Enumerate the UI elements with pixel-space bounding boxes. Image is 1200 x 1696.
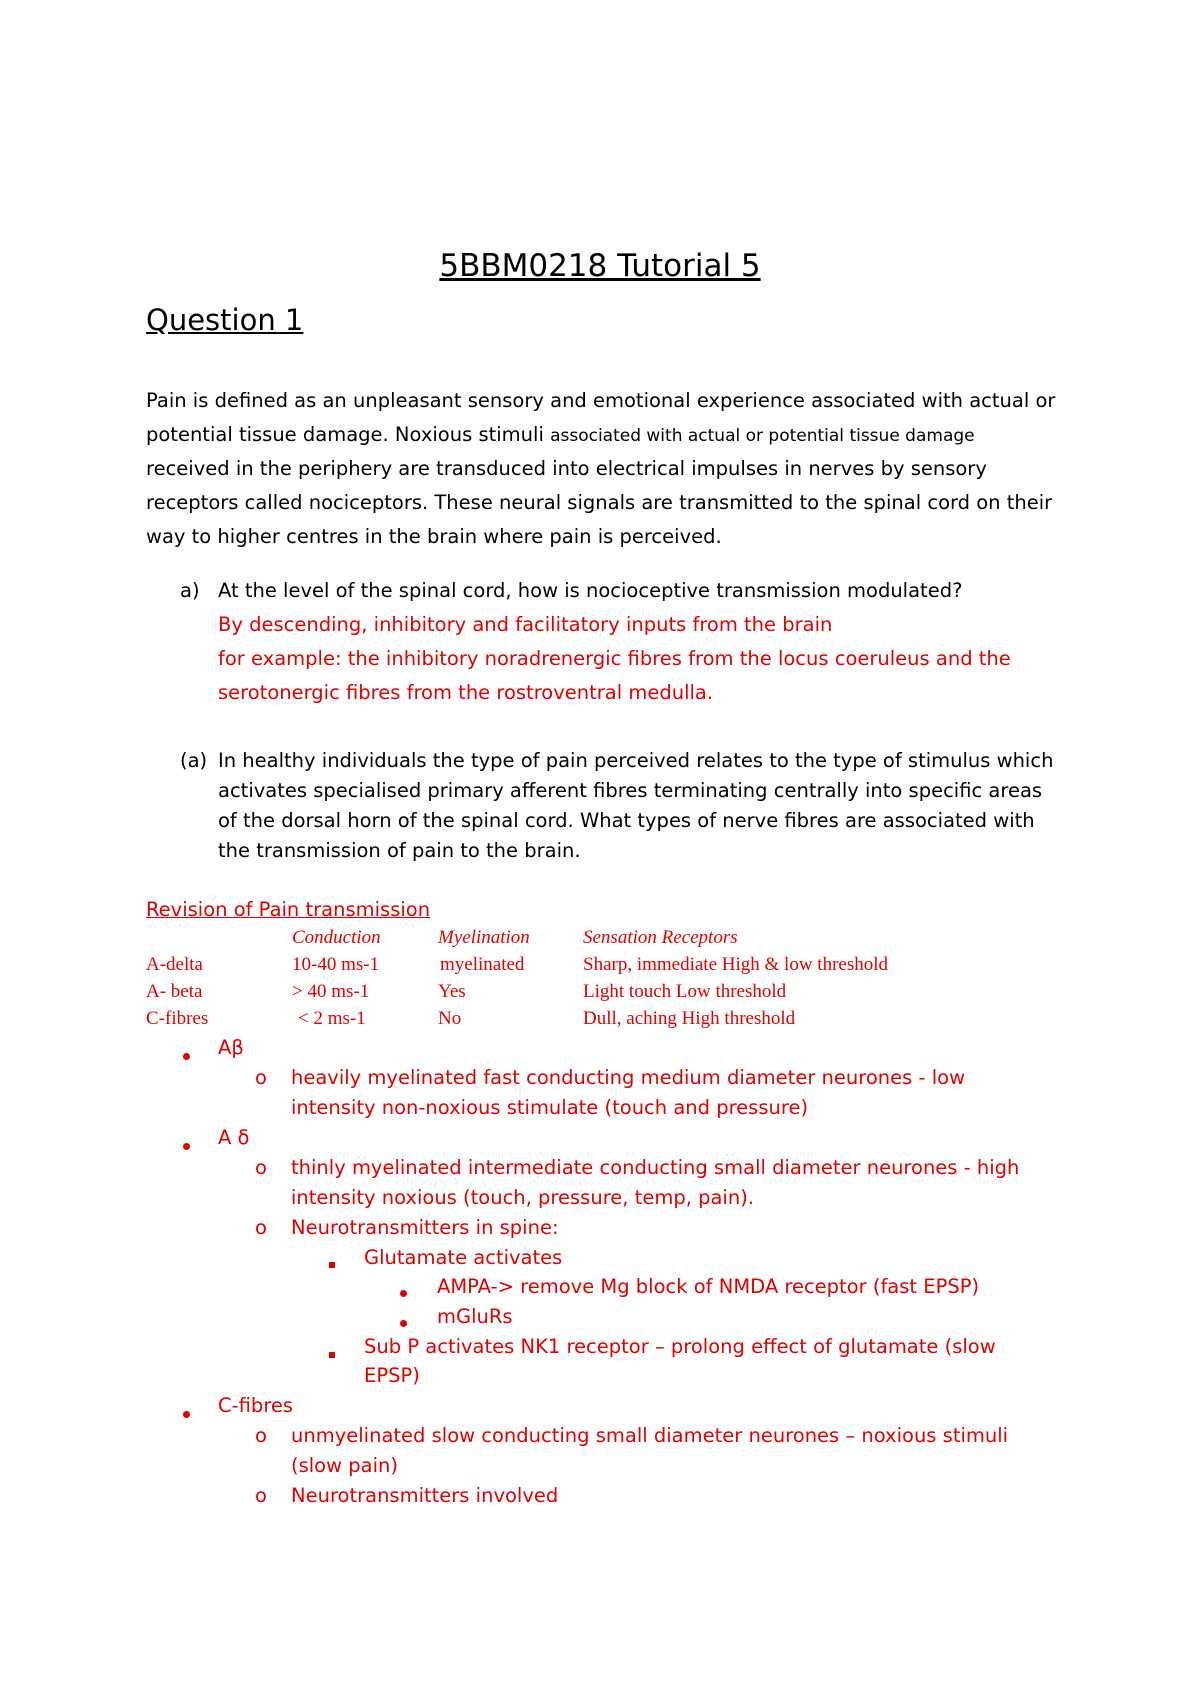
table-cell: myelinated bbox=[440, 954, 525, 975]
table-cell: Yes bbox=[438, 981, 466, 1002]
answer-a-line: serotonergic fibres from the rostroventral medulla. bbox=[218, 681, 714, 704]
ad-desc-line: intensity noxious (touch, pressure, temp, pain). bbox=[291, 1186, 755, 1209]
fibre-ab: Aβ bbox=[218, 1036, 244, 1059]
answer-a-line: By descending, inhibitory and facilitatory inputs from the brain bbox=[218, 613, 833, 636]
table-cell: A-delta bbox=[146, 954, 203, 975]
intro-line: receptors called nociceptors. These neural signals are transmitted to the spinal cord on their bbox=[146, 491, 1053, 514]
fibre-c: C-fibres bbox=[218, 1394, 294, 1417]
bullet-icon bbox=[183, 1045, 190, 1064]
table-cell: A- beta bbox=[146, 981, 203, 1002]
bullet-icon bbox=[400, 1312, 407, 1331]
sub-bullet-icon: o bbox=[255, 1424, 267, 1447]
glutamate-line: Glutamate activates bbox=[364, 1246, 563, 1269]
ampa-line: AMPA-> remove Mg block of NMDA receptor (fast EPSP) bbox=[437, 1275, 980, 1298]
ab-desc-line: intensity non-noxious stimulate (touch and pressure) bbox=[291, 1096, 809, 1119]
subp-line: EPSP) bbox=[364, 1364, 420, 1387]
bullet-icon bbox=[183, 1135, 190, 1154]
table-header-sensation: Sensation Receptors bbox=[583, 927, 738, 948]
question-b-line: the transmission of pain to the brain. bbox=[218, 839, 581, 862]
fibre-ad: A δ bbox=[218, 1126, 250, 1149]
square-bullet-icon bbox=[329, 1253, 335, 1272]
sub-bullet-icon: o bbox=[255, 1216, 267, 1239]
sub-bullet-icon: o bbox=[255, 1066, 267, 1089]
document-title: 5BBM0218 Tutorial 5 bbox=[439, 248, 761, 284]
bullet-icon bbox=[400, 1282, 407, 1301]
table-header-myelination: Myelination bbox=[438, 927, 530, 948]
question-b-line: activates specialised primary afferent fibres terminating centrally into specific areas bbox=[218, 779, 1043, 802]
subp-line: Sub P activates NK1 receptor – prolong effect of glutamate (slow bbox=[364, 1335, 996, 1358]
c-desc-line: (slow pain) bbox=[291, 1454, 398, 1477]
table-cell: C-fibres bbox=[146, 1008, 209, 1029]
table-cell: Dull, aching High threshold bbox=[583, 1008, 796, 1029]
question-b-line: of the dorsal horn of the spinal cord. What types of nerve fibres are associated with bbox=[218, 809, 1035, 832]
table-cell: No bbox=[438, 1008, 462, 1029]
intro-line: potential tissue damage. Noxious stimuli associated with actual or potential tissue damage bbox=[146, 423, 975, 446]
table-cell: > 40 ms-1 bbox=[292, 981, 370, 1002]
ab-desc-line: heavily myelinated fast conducting medium diameter neurones - low bbox=[291, 1066, 966, 1089]
question-a-marker: a) bbox=[180, 579, 200, 602]
neurotransmitters-spine: Neurotransmitters in spine: bbox=[291, 1216, 559, 1239]
sub-bullet-icon: o bbox=[255, 1156, 267, 1179]
question-b-marker: (a) bbox=[180, 749, 208, 772]
table-cell: Light touch Low threshold bbox=[583, 981, 787, 1002]
answer-a-line: for example: the inhibitory noradrenergic fibres from the locus coeruleus and the bbox=[218, 647, 1011, 670]
mglur-line: mGluRs bbox=[437, 1305, 513, 1328]
c-desc-line: unmyelinated slow conducting small diameter neurones – noxious stimuli bbox=[291, 1424, 1009, 1447]
table-header-conduction: Conduction bbox=[292, 927, 381, 948]
question-b-line: In healthy individuals the type of pain perceived relates to the type of stimulus which bbox=[218, 749, 1054, 772]
bullet-icon bbox=[183, 1403, 190, 1422]
intro-line: Pain is defined as an unpleasant sensory and emotional experience associated with actual or bbox=[146, 389, 1056, 412]
intro-line: way to higher centres in the brain where pain is perceived. bbox=[146, 525, 722, 548]
question-heading: Question 1 bbox=[146, 303, 304, 337]
sub-bullet-icon: o bbox=[255, 1484, 267, 1507]
neurotransmitters-involved: Neurotransmitters involved bbox=[291, 1484, 559, 1507]
question-a-text: At the level of the spinal cord, how is nocioceptive transmission modulated? bbox=[218, 579, 963, 602]
table-cell: < 2 ms-1 bbox=[298, 1008, 366, 1029]
table-cell: 10-40 ms-1 bbox=[292, 954, 380, 975]
table-cell: Sharp, immediate High & low threshold bbox=[583, 954, 889, 975]
revision-heading: Revision of Pain transmission bbox=[146, 898, 431, 921]
square-bullet-icon bbox=[329, 1343, 335, 1362]
intro-line: received in the periphery are transduced into electrical impulses in nerves by sensory bbox=[146, 457, 987, 480]
ad-desc-line: thinly myelinated intermediate conducting small diameter neurones - high bbox=[291, 1156, 1020, 1179]
